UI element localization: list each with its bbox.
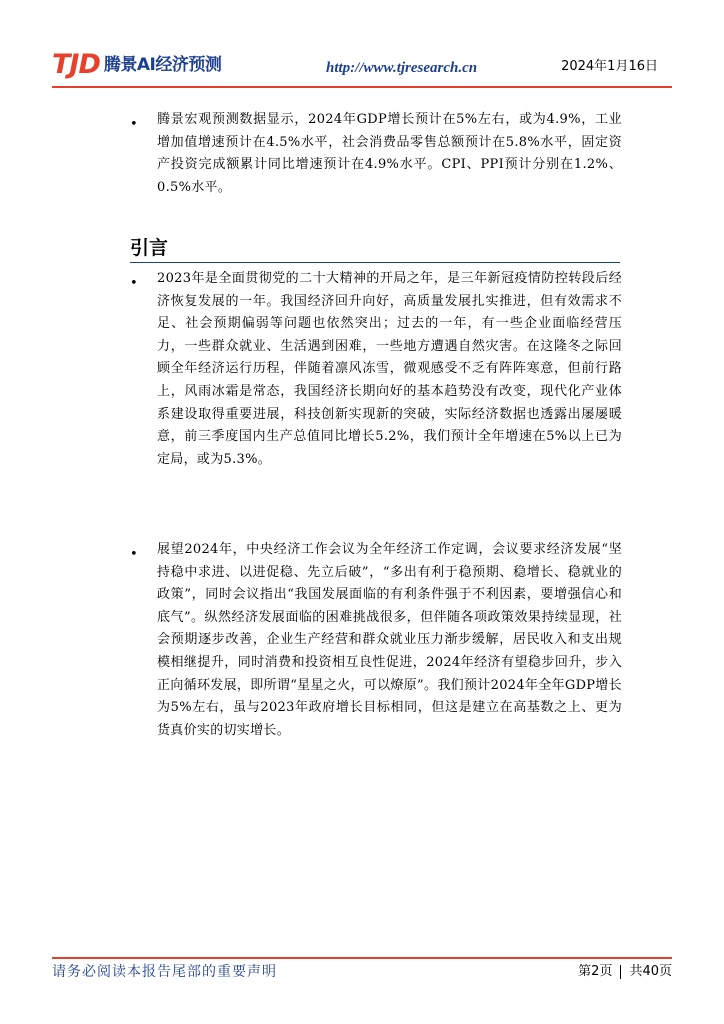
report-date: 2024年1月16日 <box>561 59 658 74</box>
current-page: 第2页 <box>578 964 613 979</box>
logo-mark: TJD <box>52 49 100 80</box>
disclaimer-notice: 请务必阅读本报告尾部的重要声明 <box>52 964 277 980</box>
bullet-icon: • <box>130 117 138 132</box>
bullet-icon: • <box>130 276 138 291</box>
page-indicator <box>578 962 672 982</box>
page-header <box>0 0 724 90</box>
summary-paragraph: 腾景宏观预测数据显示，2024年GDP增长预计在5%左右，或为4.9%，工业增加值增速预计在4.5%水平，社会消费品零售总额预计在5.8%水平，固定资产投资完成额累计同比增速预计在4.9%水平。CPI、PPI预计分别在1.2%、0.5%水平。 <box>157 112 622 195</box>
page-separator <box>620 965 621 979</box>
website-link[interactable]: http://www.tjresearch.cn <box>326 60 478 76</box>
intro-paragraph-2: 展望2024年，中央经济工作会议为全年经济工作定调，会议要求经济发展“坚持稳中求进、以进促稳、先立后破”，“多出有利于稳预期、稳增长、稳就业的政策”，同时会议指出“我国发展面临的有利条件强于不利因素，要增强信心和底气”。纵然经济发展面临的困难挑战很多，但伴随各项政策效果持续显现，社会预期逐步改善，企业生产经营和群众就业压力渐步缓解，居民收入和支出规模相继提升，同时消费和投资相互良性促进，2024年经济有望稳步回升，步入正向循环发展，即所谓“星星之火，可以燎原”。我们预计2024年全年GDP增长为5%左右，虽与2023年政府增长目标相同，但这是建立在高基数之上、更为货真价实的切实增长。 <box>157 542 622 738</box>
bullet-icon: • <box>130 547 138 562</box>
logo-text: 腾景AI经济预测 <box>103 55 222 75</box>
section-title: 引言 <box>130 237 169 259</box>
company-logo <box>52 50 221 80</box>
total-pages: 共40页 <box>629 964 672 979</box>
section-divider <box>130 262 620 263</box>
footer-divider <box>52 957 672 959</box>
header-divider <box>52 86 672 88</box>
intro-paragraph-1: 2023年是全面贯彻党的二十大精神的开局之年，是三年新冠疫情防控转段后经济恢复发展的一年。我国经济回升向好，高质量发展扎实推进，但有效需求不足、社会预期偏弱等问题也依然突出；过去的一年，有一些企业面临经营压力，一些群众就业、生活遇到困难，一些地方遭遇自然灾害。在这隆冬之际回顾全年经济运行历程，伴随着凛风冻雪，微观感受不乏有阵阵寒意，但前行路上，风雨冰霜是常态，我国经济长期向好的基本趋势没有改变，现代化产业体系建设取得重要进展，科技创新实现新的突破，实际经济数据也透露出屡屡暖意，前三季度国内生产总值同比增长5.2%，我们预计全年增速在5%以上已为定局，或为5.3%。 <box>157 271 622 467</box>
